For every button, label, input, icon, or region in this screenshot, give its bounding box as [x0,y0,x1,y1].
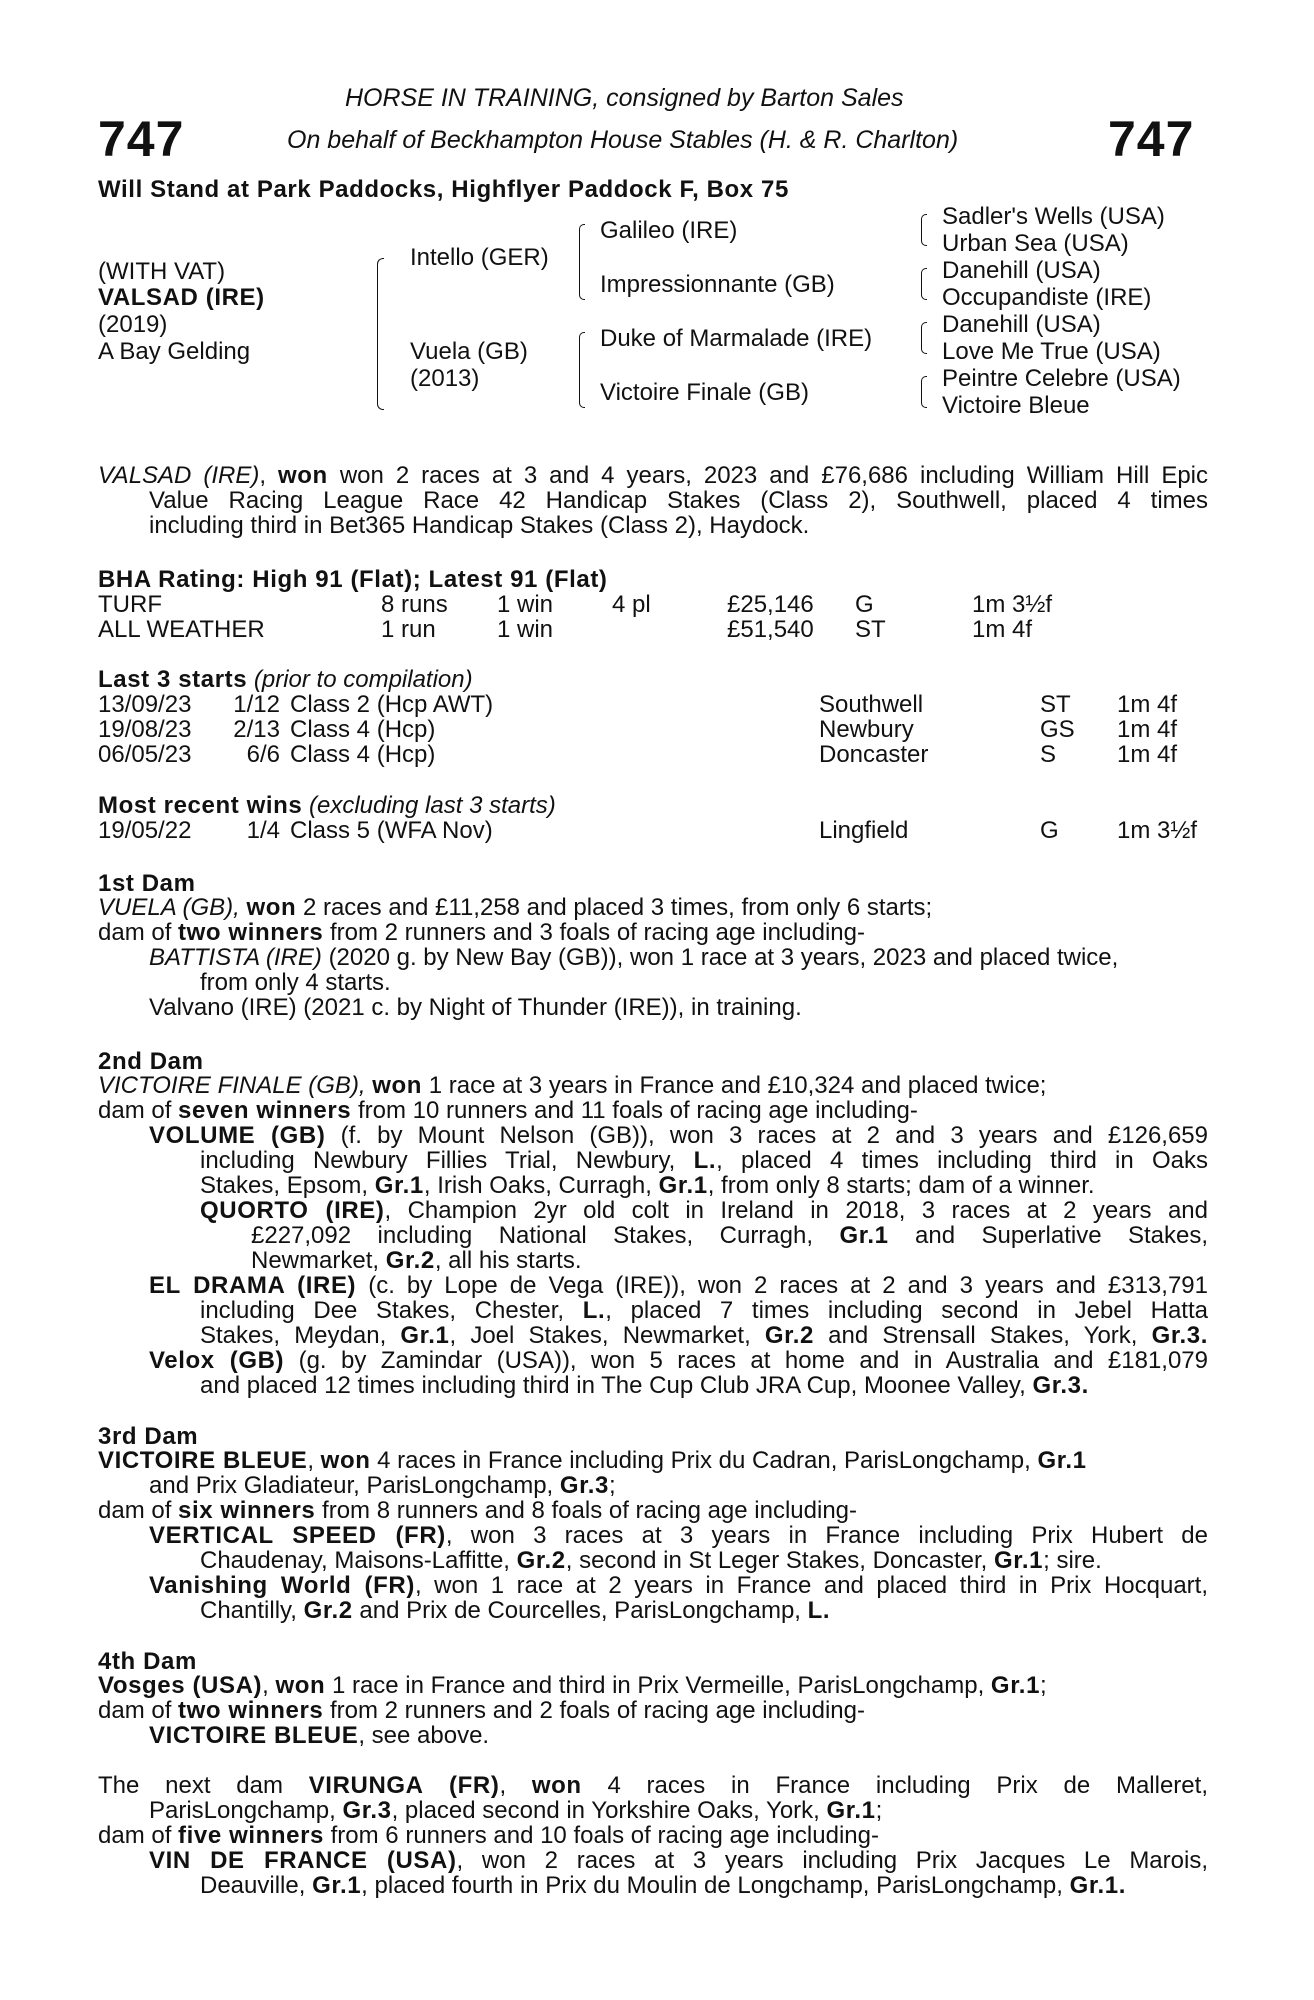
lot-number-left: 747 [98,111,185,167]
velox-line-2: and placed 12 times including third in The Cup Club JRA Cup, Moonee Valley, Gr.3. [200,1372,1089,1399]
pedigree-g5: Danehill (USA) [942,311,1101,338]
pedigree-dam-dam: Victoire Finale (GB) [600,379,809,406]
rating-wins: 1 win [497,591,554,618]
last3-going: ST [1040,691,1071,718]
dam4-line-3: VICTOIRE BLEUE, see above. [149,1722,490,1749]
dam3-line-3: dam of six winners from 8 runners and 8 foals of racing age including- [98,1497,858,1524]
rating-going: G [855,591,874,618]
last3-heading [98,666,473,694]
rating-placed: 4 pl [612,591,651,618]
pedigree-dam-sire: Duke of Marmalade (IRE) [600,325,873,352]
drama-line-2: including Dee Stakes, Chester, L., placed 7 times including second in Jebel Hatta [200,1297,1208,1324]
pedigree-dam-year: (2013) [410,365,480,392]
vs-line-1: VERTICAL SPEED (FR), won 3 races at 3 years in France including Prix Hubert de [149,1522,1208,1549]
dam2-line-1: VICTOIRE FINALE (GB), won 1 race at 3 years in France and £10,324 and placed twice; [98,1072,1047,1099]
recent-going: G [1040,817,1059,844]
rating-surface: TURF [98,591,162,618]
pedigree-brace-sire [579,224,585,300]
last3-course: Southwell [819,691,924,718]
dam4-title: 4th Dam [98,1648,197,1675]
recent-heading [98,792,556,820]
consignment-line: HORSE IN TRAINING, consigned by Barton Sales [345,84,904,112]
summary-horse-name: VALSAD (IRE) [98,462,260,489]
dam4-line-2: dam of two winners from 2 runners and 2 foals of racing age including- [98,1697,865,1724]
last3-date: 13/09/23 [98,691,192,718]
summary-line-1: VALSAD (IRE), won won 2 races at 3 and 4 years, 2023 and £76,686 including William Hill Epic [98,462,1209,489]
summary-text-1: won 2 races at 3 and 4 years, 2023 and £76,686 including William Hill Epic [339,462,1209,489]
vat-note: (WITH VAT) [98,258,226,285]
volume-line-3: Stakes, Epsom, Gr.1, Irish Oaks, Curragh, Gr.1, from only 8 starts; dam of a winner. [200,1172,1095,1199]
dam1-line-4: from only 4 starts. [200,969,391,996]
pedigree-brace-g12 [921,214,927,246]
rating-going: ST [855,616,886,643]
vdf-line-1: VIN DE FRANCE (USA), won 2 races at 3 years including Prix Jacques Le Marois, [149,1847,1208,1874]
recent-pos: 1/4 [246,817,280,844]
last3-note: (prior to compilation) [253,666,473,693]
pedigree-brace-main [377,258,384,410]
next-line-3: dam of five winners from 6 runners and 10 foals of racing age including- [98,1822,879,1849]
drama-line-3: Stakes, Meydan, Gr.1, Joel Stakes, Newmarket, Gr.2 and Strensall Stakes, York, Gr.3. [200,1322,1208,1349]
pedigree-brace-g78 [921,376,927,408]
summary-won: won [278,462,328,489]
pedigree-g6: Love Me True (USA) [942,338,1161,365]
pedigree-brace-g56 [921,322,927,354]
rating-dist: 1m 3½f [972,591,1053,618]
quorto-line-1: QUORTO (IRE), Champion 2yr old colt in Ireland in 2018, 3 races at 2 years and [200,1197,1208,1224]
pedigree-sire-dam: Impressionnante (GB) [600,271,835,298]
stand-location: Will Stand at Park Paddocks, Highflyer Paddock F, Box 75 [98,176,789,203]
pedigree-brace-g34 [921,268,927,300]
recent-date: 19/05/22 [98,817,192,844]
last3-cls: Class 4 (Hcp) [290,716,436,743]
pedigree-brace-dam [579,332,585,408]
volume-line-1: VOLUME (GB) (f. by Mount Nelson (GB)), won 3 races at 2 and 3 years and £126,659 [149,1122,1208,1149]
last3-going: S [1040,741,1057,768]
volume-line-2: including Newbury Fillies Trial, Newbury, L., placed 4 times including third in Oaks [200,1147,1208,1174]
dam3-title: 3rd Dam [98,1423,199,1450]
pedigree-g8: Victoire Bleue [942,392,1090,419]
last3-pos: 6/6 [246,741,280,768]
rating-surface: ALL WEATHER [98,616,265,643]
quorto-line-2: £227,092 including National Stakes, Curragh, Gr.1 and Superlative Stakes, [251,1222,1209,1249]
velox-line-1: Velox (GB) (g. by Zamindar (USA)), won 5 races at home and in Australia and £181,079 [149,1347,1209,1374]
dam1-title: 1st Dam [98,870,196,897]
rating-prize: £51,540 [727,616,814,643]
last3-cls: Class 4 (Hcp) [290,741,436,768]
last3-pos: 1/12 [233,691,280,718]
last3-pos: 2/13 [233,716,280,743]
drama-line-1: EL DRAMA (IRE) (c. by Lope de Vega (IRE)), won 2 races at 2 and 3 years and £313,791 [149,1272,1208,1299]
rating-wins: 1 win [497,616,554,643]
dam1-line-5: Valvano (IRE) (2021 c. by Night of Thunder (IRE)), in training. [149,994,802,1021]
rating-runs: 8 runs [381,591,448,618]
horse-name: VALSAD (IRE) [98,284,265,311]
pedigree-sire: Intello (GER) [410,244,549,271]
rating-prize: £25,146 [727,591,814,618]
dam1-line-3: BATTISTA (IRE) (2020 g. by New Bay (GB)), won 1 race at 3 years, 2023 and placed twice, [149,944,1119,971]
last3-dist: 1m 4f [1117,691,1178,718]
pedigree-dam: Vuela (GB) [410,338,528,365]
dam1-line-1: VUELA (GB), won 2 races and £11,258 and placed 3 times, from only 6 starts; [98,894,933,921]
recent-course: Lingfield [819,817,909,844]
last3-course: Newbury [819,716,914,743]
pedigree-g2: Urban Sea (USA) [942,230,1129,257]
rating-title: BHA Rating: High 91 (Flat); Latest 91 (Flat) [98,566,608,593]
dam4-line-1: Vosges (USA), won 1 race in France and third in Prix Vermeille, ParisLongchamp, Gr.1; [98,1672,1047,1699]
last3-title: Last 3 starts [98,666,248,693]
last3-date: 19/08/23 [98,716,192,743]
last3-course: Doncaster [819,741,929,768]
last3-date: 06/05/23 [98,741,192,768]
rating-dist: 1m 4f [972,616,1033,643]
pedigree-g3: Danehill (USA) [942,257,1101,284]
last3-going: GS [1040,716,1075,743]
recent-dist: 1m 3½f [1117,817,1198,844]
last3-dist: 1m 4f [1117,716,1178,743]
pedigree-g4: Occupandiste (IRE) [942,284,1152,311]
recent-title: Most recent wins [98,792,303,819]
dam2-title: 2nd Dam [98,1048,204,1075]
recent-note: (excluding last 3 starts) [308,792,556,819]
pedigree-g1: Sadler's Wells (USA) [942,203,1165,230]
last3-dist: 1m 4f [1117,741,1178,768]
last3-cls: Class 2 (Hcp AWT) [290,691,494,718]
quorto-line-3: Newmarket, Gr.2, all his starts. [251,1247,582,1274]
vs-line-2: Chaudenay, Maisons-Laffitte, Gr.2, second in St Leger Stakes, Doncaster, Gr.1; sire. [200,1547,1102,1574]
recent-cls: Class 5 (WFA Nov) [290,817,493,844]
on-behalf-line: On behalf of Beckhampton House Stables (H. & R. Charlton) [287,126,959,154]
next-line-1: The next dam VIRUNGA (FR), won 4 races in France including Prix de Malleret, [98,1772,1208,1799]
summary-line-3: including third in Bet365 Handicap Stakes (Class 2), Haydock. [149,512,810,539]
pedigree-sire-sire: Galileo (IRE) [600,217,738,244]
dam3-line-2: and Prix Gladiateur, ParisLongchamp, Gr.3; [149,1472,616,1499]
vdf-line-2: Deauville, Gr.1, placed fourth in Prix du Moulin de Longchamp, ParisLongchamp, Gr.1. [200,1872,1126,1899]
horse-description: A Bay Gelding [98,338,251,365]
dam2-line-2: dam of seven winners from 10 runners and 11 foals of racing age including- [98,1097,918,1124]
dam1-line-2: dam of two winners from 2 runners and 3 foals of racing age including- [98,919,865,946]
summary-line-2: Value Racing League Race 42 Handicap Stakes (Class 2), Southwell, placed 4 times [149,487,1208,514]
horse-year: (2019) [98,311,168,338]
vw-line-1: Vanishing World (FR), won 1 race at 2 years in France and placed third in Prix Hocquart, [149,1572,1208,1599]
vw-line-2: Chantilly, Gr.2 and Prix de Courcelles, ParisLongchamp, L. [200,1597,831,1624]
pedigree-g7: Peintre Celebre (USA) [942,365,1181,392]
next-line-2: ParisLongchamp, Gr.3, placed second in Yorkshire Oaks, York, Gr.1; [149,1797,883,1824]
rating-runs: 1 run [381,616,436,643]
lot-number-right: 747 [1108,111,1195,167]
dam3-line-1: VICTOIRE BLEUE, won 4 races in France including Prix du Cadran, ParisLongchamp, Gr.1 [98,1447,1087,1474]
